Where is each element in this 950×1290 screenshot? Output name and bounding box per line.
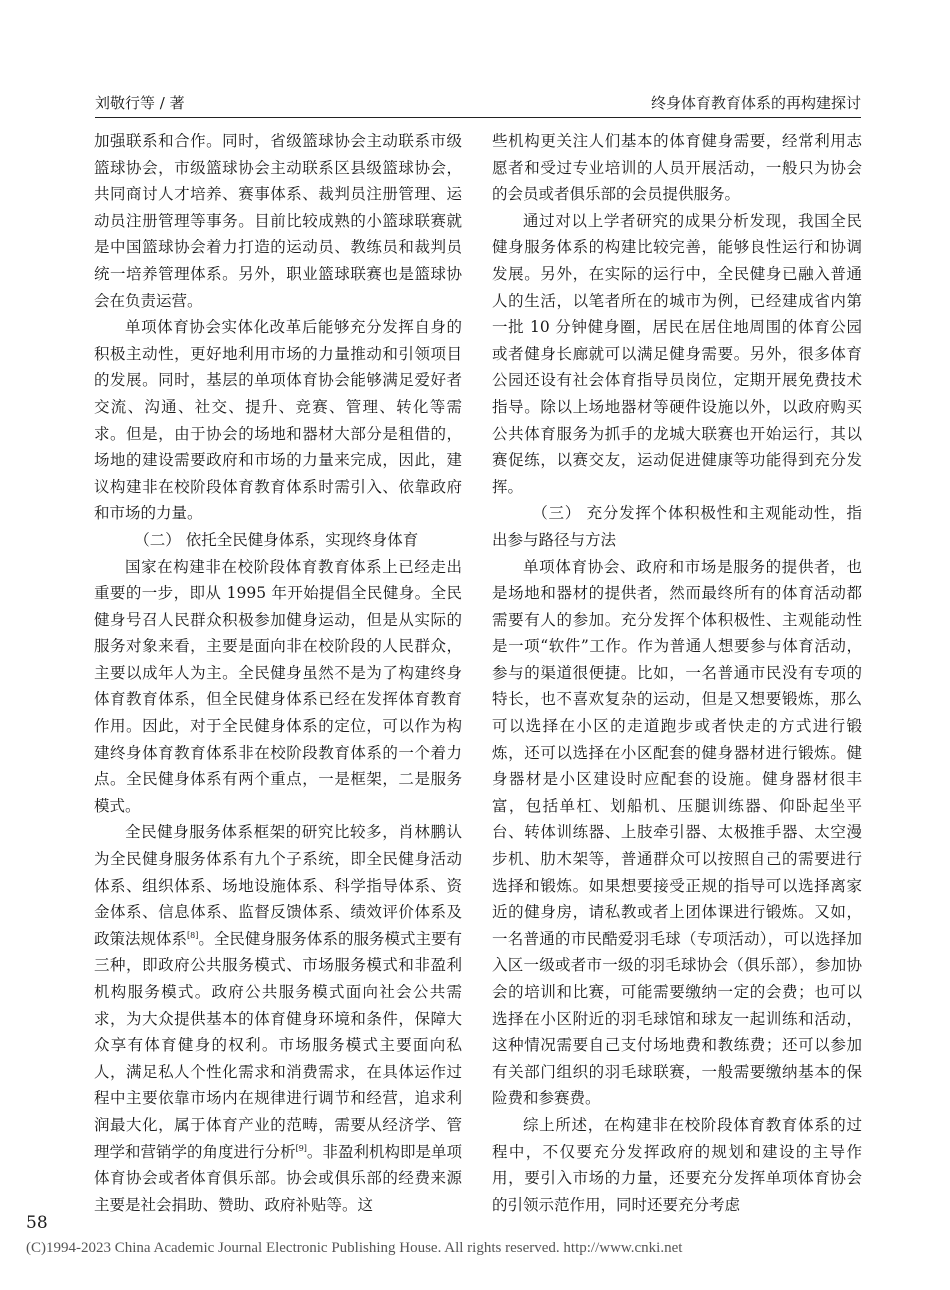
- paragraph: 通过对以上学者研究的成果分析发现，我国全民健身服务体系的构建比较完善，能够良性运行和协调发展。另外，在实际的运行中，全民健身已融入普通人的生活，以笔者所在的城市为例，已经建成省内第一批 10 分钟健身圈，居民在居住地周围的体育公园或者健身长廊就可以满足健身需要。另外，很多体育公园还设有社会体育指导员岗位，定期开展免费技术指导。除以上场地器材等硬件设施以外，以政府购买公共体育服务为抓手的龙城大联赛也开始运行，其以赛促练，以赛交友，运动促进健康等功能得到充分发挥。: [492, 211, 862, 496]
- paragraph: 国家在构建非在校阶段体育教育体系上已经走出重要的一步，即从 1995 年开始提倡全民健身。全民健身号召人民群众积极参加健身运动，但是从实际的服务对象来看，主要是面向非在校阶段的人民群众，主要以成年人为主。全民健身虽然不是为了构建终身体育教育体系，但全民健身体系已经在发挥体育教育作用。因此，对于全民健身体系的定位，可以作为构建终身体育教育体系非在校阶段教育体系的一个着力点。全民健身体系有两个重点，一是框架，二是服务模式。: [94, 557, 462, 815]
- left-column: [94, 128, 462, 1218]
- paragraph: [94, 819, 462, 1218]
- header-authors: 刘敬行等 / 著: [95, 94, 185, 112]
- paragraph: 些机构更关注人们基本的体育健身需要，经常利用志愿者和受过专业培训的人员开展活动，一般只为协会的会员或者俱乐部的会员提供服务。: [492, 132, 862, 204]
- citation-ref: [8]: [187, 930, 199, 940]
- copyright-footer: (C)1994-2023 China Academic Journal Electronic Publishing House. All rights reserved. http://www.cnki.net: [26, 1240, 683, 1256]
- page-number: 58: [26, 1213, 48, 1233]
- citation-ref: [9]: [295, 1143, 307, 1153]
- section-heading: （二） 依托全民健身体系，实现终身体育: [134, 530, 419, 549]
- paragraph-text: 。非盈利机构即是单项体育协会或者体育俱乐部。协会或俱乐部的经费来源主要是社会捐助、赞助、政府补贴等。这: [94, 1142, 462, 1214]
- paragraph-text: 全民健身服务体系框架的研究比较多，肖林鹏认为全民健身服务体系有九个子系统，即全民健身活动体系、组织体系、场地设施体系、科学指导体系、资金体系、信息体系、监督反馈体系、绩效评价体系及政策法规体系: [94, 823, 462, 948]
- right-column: [492, 128, 862, 1218]
- paragraph: 单项体育协会、政府和市场是服务的提供者，也是场地和器材的提供者，然而最终所有的体育活动都需要有人的参加。充分发挥个体积极性、主观能动性是一项“软件”工作。作为普通人想要参与体育活动，参与的渠道很便捷。比如，一名普通市民没有专项的特长，也不喜欢复杂的运动，但是又想要锻炼，那么可以选择在小区的走道跑步或者快走的方式进行锻炼，还可以选择在小区配套的健身器材进行锻炼。健身器材是小区建设时应配套的设施。健身器材很丰富，包括单杠、划船机、压腿训练器、仰卧起坐平台、转体训练器、上肢牵引器、太极推手器、太空漫步机、肋木架等，普通群众可以按照自己的需要进行选择和锻炼。如果想要接受正规的指导可以选择离家近的健身房，请私教或者上团体课进行锻炼。又如，一名普通的市民酷爱羽毛球（专项活动），可以选择加入区一级或者市一级的羽毛球协会（俱乐部），参加协会的培训和比赛，可能需要缴纳一定的会费；也可以选择在小区附近的羽毛球馆和球友一起训练和活动，这种情况需要自己支付场地费和教练费；还可以参加有关部门组织的羽毛球联赛，一般需要缴纳基本的保险费和参赛费。: [492, 557, 862, 1108]
- header-journal-title: 终身体育教育体系的再构建探讨: [650, 94, 861, 112]
- paragraph: 综上所述，在构建非在校阶段体育教育体系的过程中，不仅要充分发挥政府的规划和建设的主导作用，要引入市场的力量，还要充分发挥单项体育协会的引领示范作用，同时还要充分考虑: [492, 1115, 862, 1214]
- running-header: [95, 93, 861, 113]
- section-heading: （三） 充分发挥个体积极性和主观能动性，指出参与路径与方法: [492, 504, 862, 549]
- paragraph: 加强联系和合作。同时，省级篮球协会主动联系市级篮球协会，市级篮球协会主动联系区县级篮球协会，共同商讨人才培养、赛事体系、裁判员注册管理、运动员注册管理等事务。目前比较成熟的小篮球联赛就是中国篮球协会着力打造的运动员、教练员和裁判员统一培养管理体系。另外，职业篮球联赛也是篮球协会在负责运营。: [94, 132, 462, 310]
- paragraph: 单项体育协会实体化改革后能够充分发挥自身的积极主动性，更好地利用市场的力量推动和引领项目的发展。同时，基层的单项体育协会能够满足爱好者交流、沟通、社交、提升、竞赛、管理、转化等需求。但是，由于协会的场地和器材大部分是租借的，场地的建设需要政府和市场的力量来完成，因此，建议构建非在校阶段体育教育体系时需引入、依靠政府和市场的力量。: [94, 318, 462, 523]
- header-rule: [95, 117, 861, 118]
- paragraph-text: 。全民健身服务体系的服务模式主要有三种，即政府公共服务模式、市场服务模式和非盈利机构服务模式。政府公共服务模式面向社会公共需求，为大众提供基本的体育健身环境和条件，保障大众享有体育健身的权利。市场服务模式主要面向私人，满足私人个性化需求和消费需求，在具体运作过程中主要依靠市场内在规律进行调节和经营，追求利润最大化，属于体育产业的范畴，需要从经济学、管理学和营销学的角度进行分析: [94, 929, 462, 1161]
